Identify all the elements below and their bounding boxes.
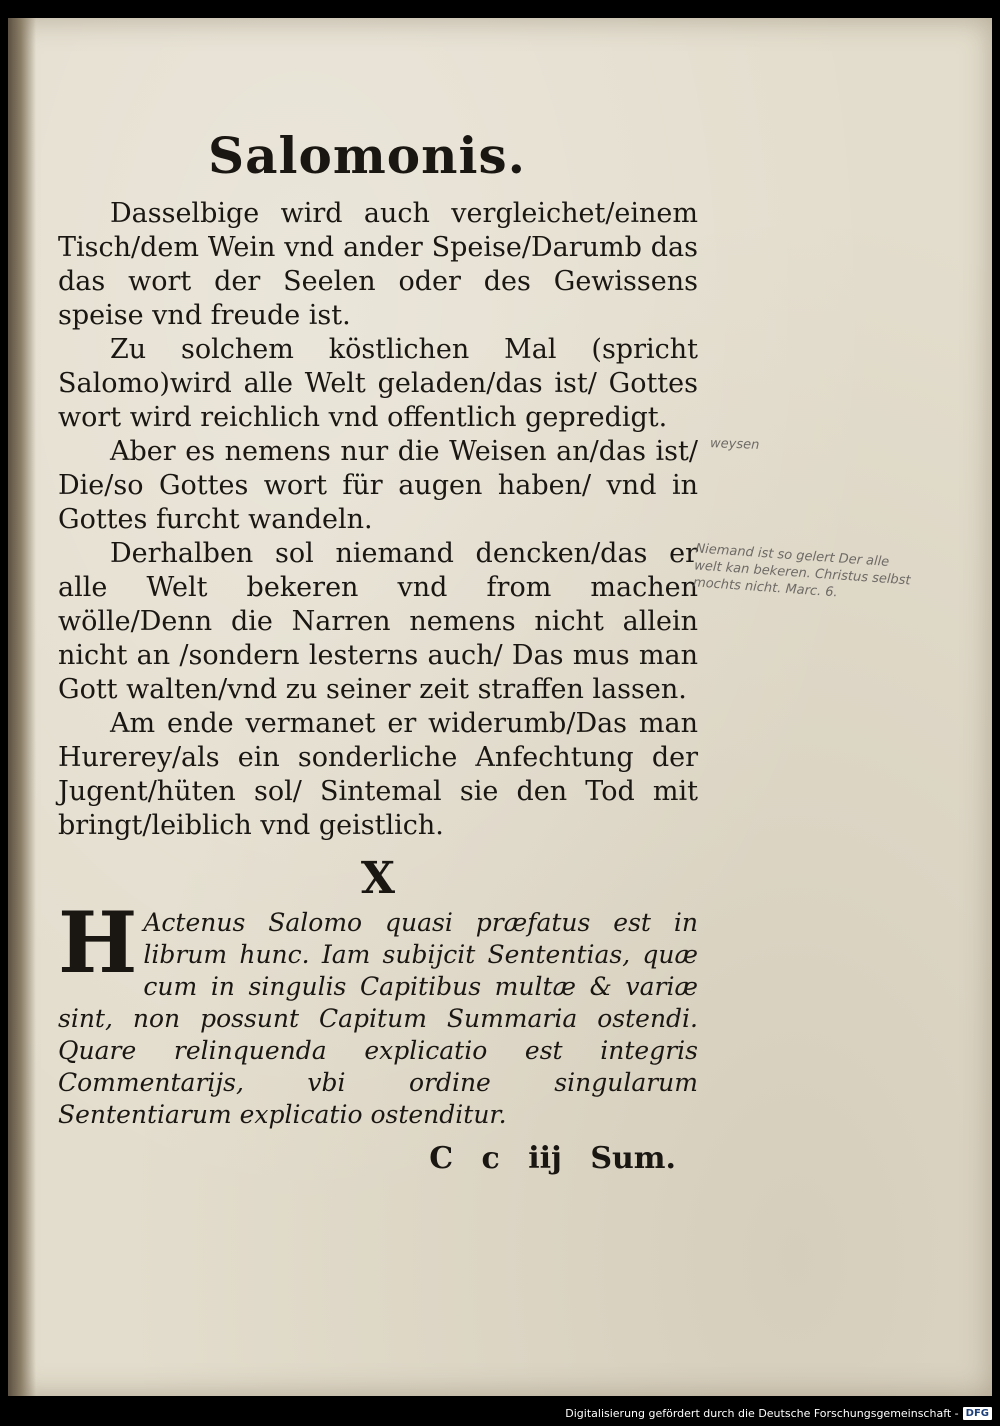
digitization-footer — [565, 1404, 992, 1422]
book-page — [8, 18, 992, 1396]
footer-credit: Digitalisierung gefördert durch die Deutsche Forschungsgemeinschaft - — [565, 1406, 959, 1420]
book-spine-shadow — [8, 18, 36, 1396]
paragraph-4: Derhalben sol niemand dencken/das er alle Welt bekeren vnd from machen wölle/Denn die Narren nemens nicht allein nicht an /sondern lesterns auch/ Das mus man Gott walten/vnd zu seiner zeit straffen lassen. — [58, 538, 698, 705]
margin-note-1: weysen — [709, 436, 760, 453]
dfg-logo-icon: DFG — [963, 1407, 992, 1420]
paragraph-1: Dasselbige wird auch vergleichet/einem Tisch/dem Wein vnd ander Speise/Darumb das das wort der Seelen oder des Gewissens speise vnd freude ist. — [58, 198, 698, 331]
latin-paragraph — [58, 893, 698, 1131]
drop-cap: H — [58, 893, 138, 992]
main-text-block — [58, 128, 698, 1176]
signature-mark: C c iij — [429, 1141, 562, 1176]
margin-note-2: Niemand ist so gelert Der alle welt kan bekeren. Christus selbst mochts nicht. Marc. 6. — [692, 541, 912, 601]
paragraph-2: Zu solchem köstlichen Mal (spricht Salomo)wird alle Welt geladen/das ist/ Gottes wort wird reichlich vnd offentlich gepredigt. — [58, 334, 698, 433]
catchword: Sum. — [590, 1141, 676, 1176]
chapter-numeral: X — [360, 853, 396, 904]
running-headline: Salomonis. — [208, 126, 527, 185]
paragraph-3: Aber es nemens nur die Weisen an/das ist/ Die/so Gottes wort für augen haben/ vnd in Gottes furcht wandeln. — [58, 436, 698, 535]
paragraph-5: Am ende vermanet er widerumb/Das man Hurerey/als ein sonderliche Anfechtung der Jugent/hüten sol/ Sintemal sie den Tod mit bringt/leiblich vnd geistlich. — [58, 708, 698, 841]
signature-line — [58, 1141, 676, 1176]
latin-text: Actenus Salomo quasi præfatus est in librum hunc. Iam subijcit Sententias, quæ cum in singulis Capitibus multæ & variæ sint, non possunt Capitum Summaria ostendi. Quare relinquenda explicatio est integris Commentarijs, vbi ordine singularum Sententiarum explicatio ostenditur. — [58, 908, 698, 1129]
